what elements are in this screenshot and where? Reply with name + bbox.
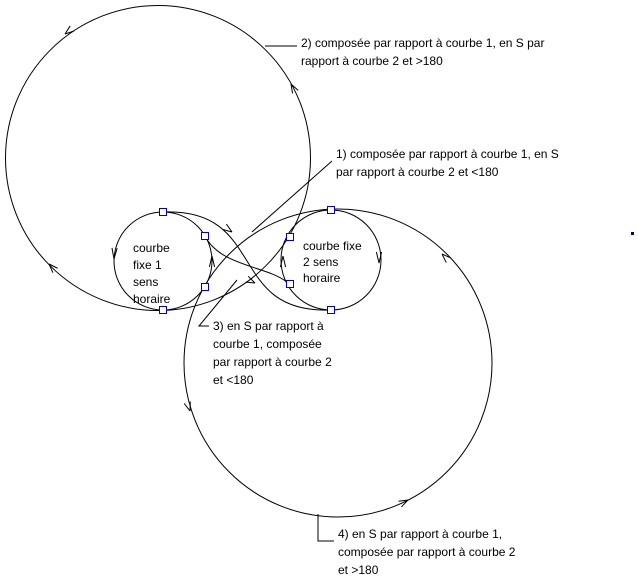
annotation-line: courbe 1, composée [213, 337, 322, 351]
label-line: courbe [133, 241, 170, 255]
fixed-circle-2-label [303, 239, 362, 285]
handle[interactable] [287, 234, 294, 241]
arrow-icon [245, 276, 256, 286]
annotation-line: et <180 [213, 373, 254, 387]
annotation-4 [338, 527, 516, 577]
annotation-line: 3) en S par rapport à [213, 319, 324, 333]
annotation-line: rapport à courbe 2 et >180 [301, 54, 443, 68]
leader-line-4 [318, 514, 334, 541]
arrow-icon [223, 224, 234, 234]
annotation-line: par rapport à courbe 2 et <180 [336, 165, 499, 179]
label-line: fixe 1 [133, 258, 162, 272]
annotation-2 [301, 36, 544, 68]
direction-arrows [47, 26, 451, 507]
s-curve-3[interactable] [205, 236, 290, 285]
stray-dot [631, 232, 634, 235]
handle[interactable] [328, 307, 335, 314]
label-line: horaire [133, 292, 171, 306]
annotation-line: par rapport à courbe 2 [213, 355, 332, 369]
annotation-line: composée par rapport à courbe 2 [338, 545, 516, 559]
annotation-1 [336, 147, 559, 179]
handle[interactable] [287, 281, 294, 288]
leader-line-1 [252, 161, 332, 232]
label-line: courbe fixe [303, 239, 362, 253]
annotation-line: 1) composée par rapport à courbe 1, en S [336, 147, 559, 161]
label-line: 2 sens [303, 255, 339, 269]
handle[interactable] [160, 307, 167, 314]
label-line: sens [133, 275, 159, 289]
annotation-line: 2) composée par rapport à courbe 1, en S par [301, 36, 545, 50]
label-line: horaire [303, 271, 341, 285]
arrow-icon [440, 252, 451, 263]
handle[interactable] [202, 233, 209, 240]
annotation-line: 4) en S par rapport à courbe 1, [338, 527, 503, 541]
handle[interactable] [328, 207, 335, 214]
fixed-circle-1-label [133, 241, 171, 306]
handle[interactable] [160, 209, 167, 216]
annotation-3 [213, 319, 332, 387]
annotation-line: et >180 [338, 563, 379, 577]
handle[interactable] [202, 284, 209, 291]
